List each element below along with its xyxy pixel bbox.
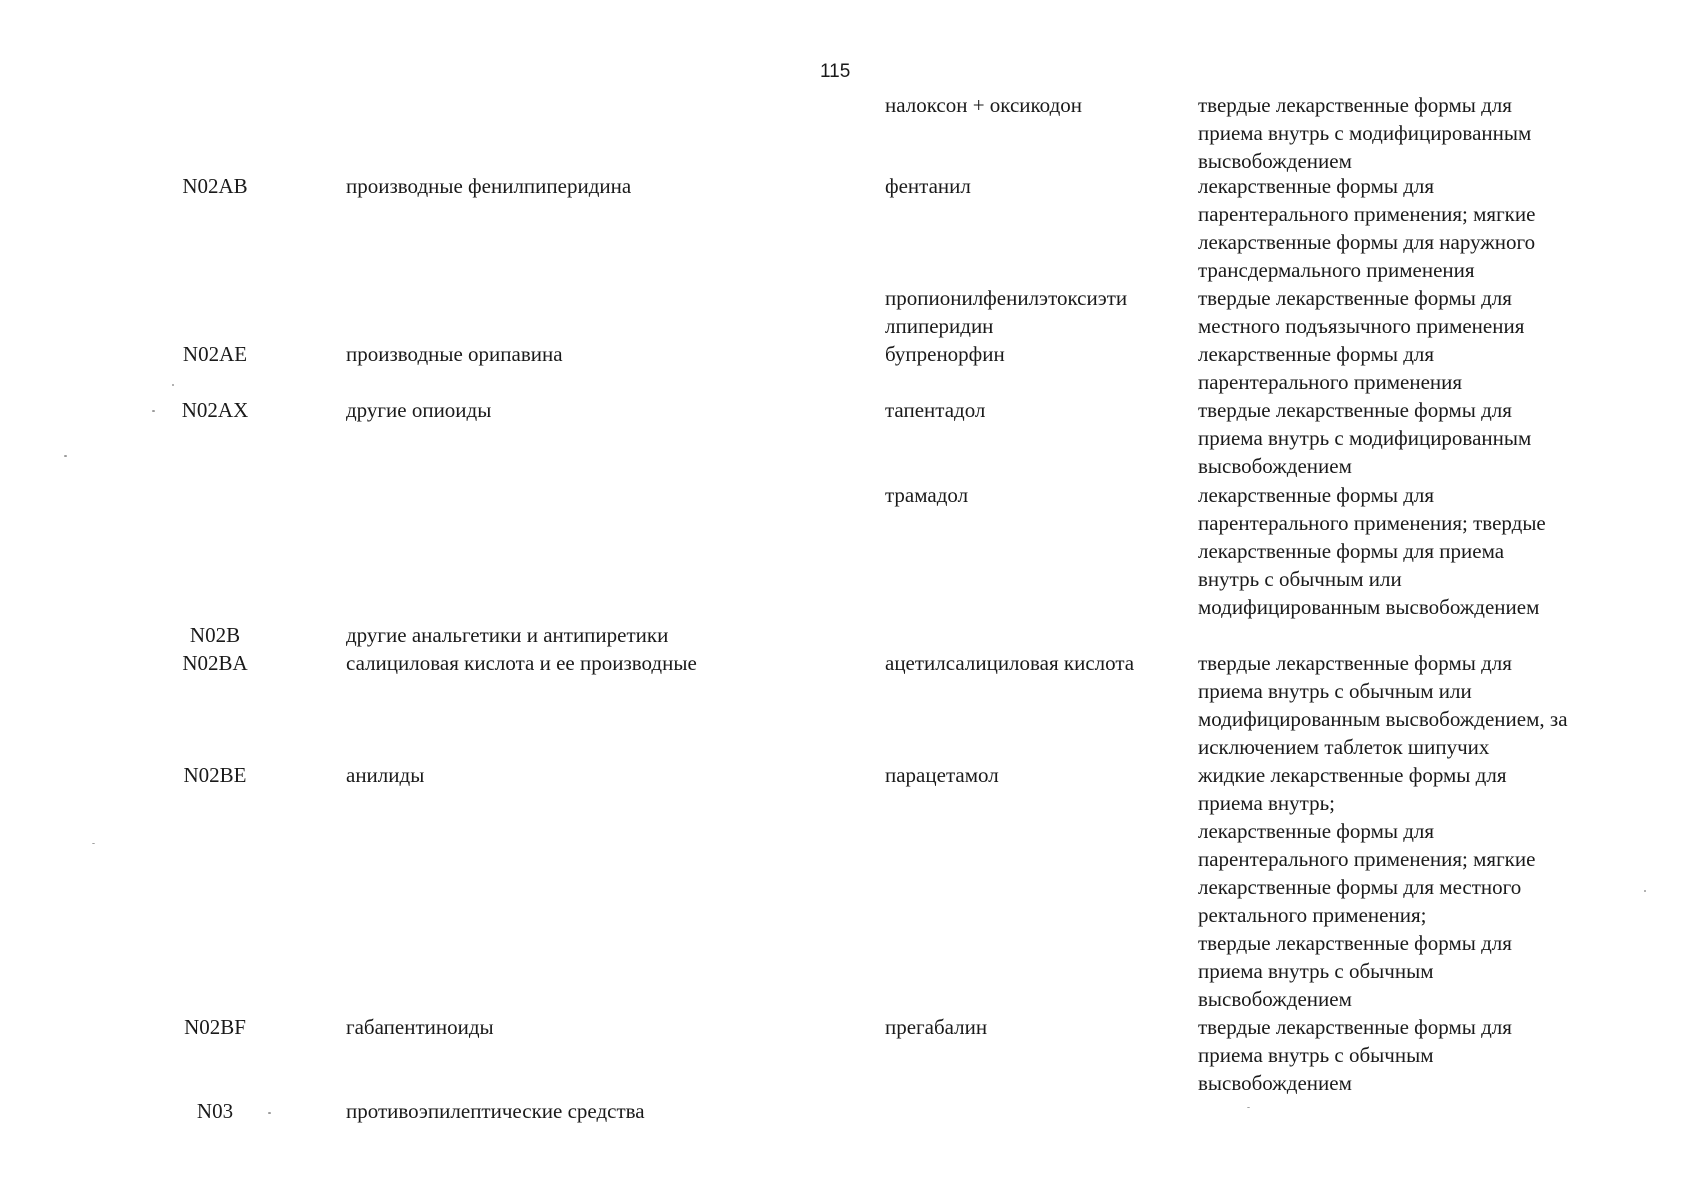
anatomical-therapeutic-group: другие опиоиды (346, 398, 492, 422)
anatomical-therapeutic-group: производные орипавина (346, 342, 563, 366)
scan-speck (172, 384, 174, 386)
scan-speck (268, 1112, 271, 1114)
anatomical-therapeutic-group: салициловая кислота и ее производные (346, 651, 697, 675)
drug-name: трамадол (885, 483, 969, 507)
atc-code: N02BF (184, 1015, 246, 1039)
atc-code: N02AB (182, 174, 248, 198)
scan-speck (92, 843, 95, 844)
scan-speck (152, 410, 155, 412)
anatomical-therapeutic-group: противоэпилептические средства (346, 1099, 645, 1123)
dosage-form: твердые лекарственные формы для местного подъязычного применения (1198, 286, 1525, 338)
anatomical-therapeutic-group: другие анальгетики и антипиретики (346, 623, 669, 647)
dosage-form: твердые лекарственные формы для приема внутрь с обычным высвобождением (1198, 1015, 1512, 1095)
dosage-form: лекарственные формы для парентерального применения; твердые лекарственные формы для приема внутрь с обычным или модифицированным высвобождением (1198, 483, 1546, 619)
scan-speck (1247, 1107, 1250, 1108)
atc-code: N02BA (182, 651, 248, 675)
atc-code: N02BE (183, 763, 247, 787)
anatomical-therapeutic-group: габапентиноиды (346, 1015, 494, 1039)
anatomical-therapeutic-group: производные фенилпиперидина (346, 174, 632, 198)
dosage-form: лекарственные формы для парентерального применения (1198, 342, 1463, 394)
atc-code: N02B (189, 623, 241, 647)
drug-name: парацетамол (885, 763, 999, 787)
drug-name: фентанил (885, 174, 971, 198)
drug-name: прегабалин (885, 1015, 988, 1039)
scan-speck (64, 455, 67, 457)
drug-name: налоксон + оксикодон (885, 93, 1082, 117)
drug-name: бупренорфин (885, 342, 1005, 366)
drug-name: ацетилсалициловая кислота (885, 651, 1135, 675)
dosage-form: твердые лекарственные формы для приема внутрь с модифицированным высвобождением (1198, 398, 1532, 478)
atc-code: N02AE (182, 342, 248, 366)
drug-name: пропионилфенилэтоксиэти лпиперидин (885, 286, 1128, 338)
dosage-form: твердые лекарственные формы для приема внутрь с модифицированным высвобождением (1198, 93, 1532, 173)
scan-speck (1644, 890, 1646, 892)
drug-name: тапентадол (885, 398, 986, 422)
dosage-form: лекарственные формы для парентерального применения; мягкие лекарственные формы для наружного трансдермального применения (1198, 174, 1536, 282)
page-number: 115 (820, 61, 851, 82)
atc-code: N02AX (181, 398, 249, 422)
atc-code: N03 (196, 1099, 234, 1123)
dosage-form: жидкие лекарственные формы для приема внутрь; лекарственные формы для парентерального применения; мягкие лекарственные формы для местного ректального применения; твердые лекарственные формы для приема внутрь с обычным высвобождением (1198, 763, 1536, 1011)
dosage-form: твердые лекарственные формы для приема внутрь с обычным или модифицированным высвобождением, за исключением таблеток шипучих (1198, 651, 1568, 759)
anatomical-therapeutic-group: анилиды (346, 763, 425, 787)
